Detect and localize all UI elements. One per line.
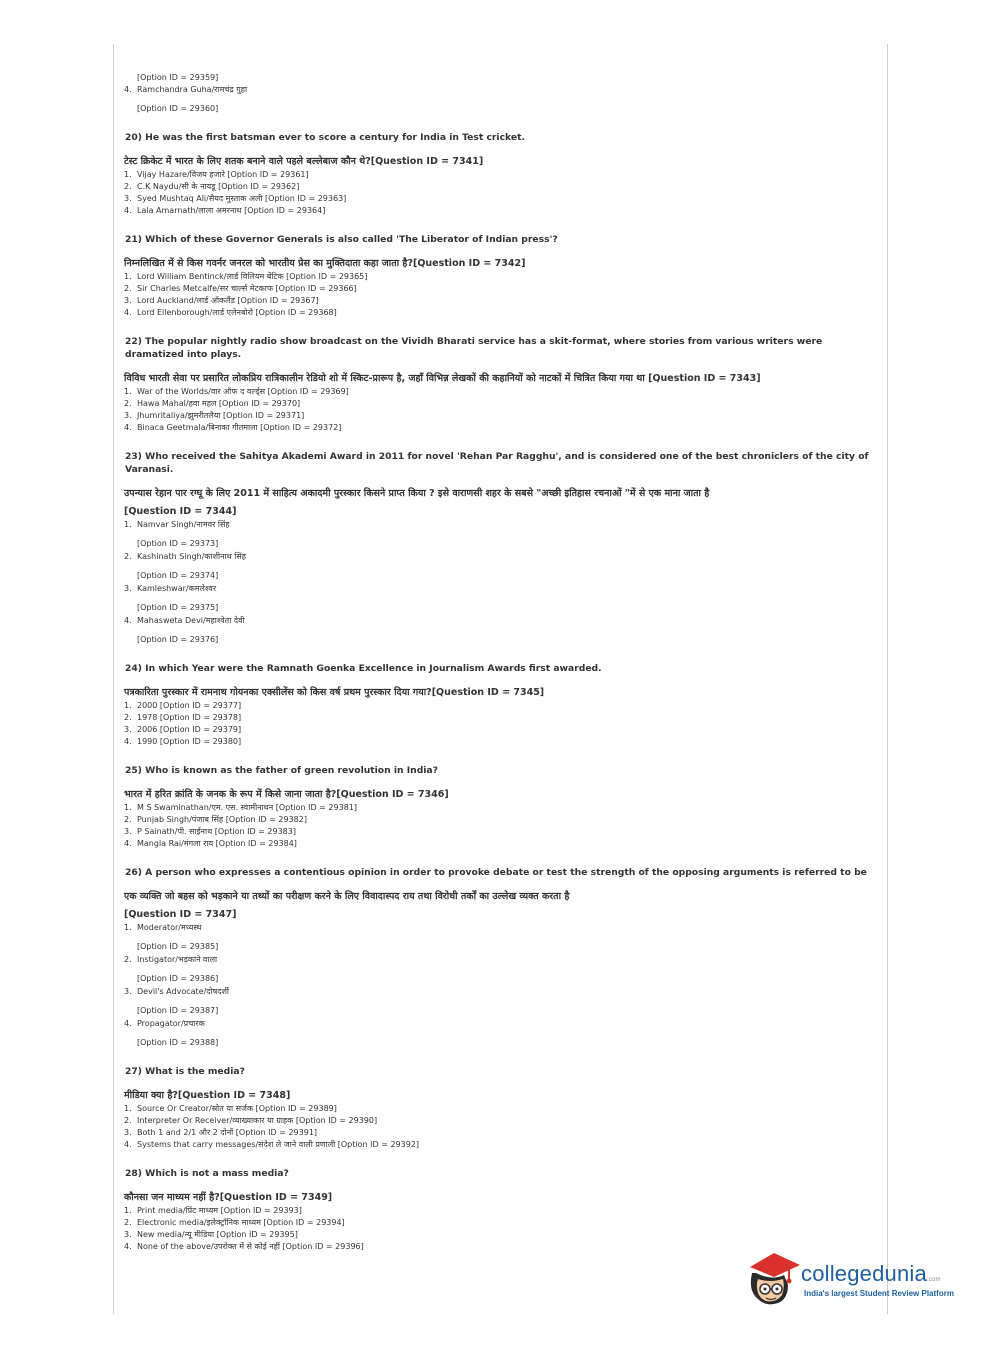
question-block	[124, 764, 884, 850]
option-item	[124, 1103, 884, 1115]
option-number: 3.	[124, 584, 132, 593]
option-text: 2006 [Option ID = 29379]	[137, 725, 242, 734]
option-number: 1.	[124, 803, 132, 812]
option-item	[124, 583, 884, 595]
option-text: P Sainath/पी. साईनाथ [Option ID = 29383]	[137, 827, 296, 836]
option-id: [Option ID = 29388]	[137, 1038, 219, 1047]
option-item	[124, 1229, 884, 1241]
option-item	[124, 398, 884, 410]
option-item	[124, 986, 884, 998]
option-number: 2.	[124, 955, 132, 964]
option-item	[124, 736, 884, 748]
option-item	[124, 814, 884, 826]
option-text: Kamleshwar/कमलेश्वर	[137, 584, 217, 593]
question-text-english: 24) In which Year were the Ramnath Goenka Excellence in Journalism Awards first awarded.	[125, 663, 602, 674]
question-block	[124, 1065, 884, 1151]
option-number: 4.	[124, 839, 132, 848]
document-page	[113, 44, 888, 1314]
question-text-english: 21) Which of these Governor Generals is also called 'The Liberator of Indian press'?	[125, 234, 558, 245]
question-text-english: 23) Who received the Sahitya Akademi Award in 2011 for novel 'Rehan Par Ragghu', and is considered one of the best chroniclers of the city of Varanasi.	[125, 451, 869, 475]
option-number: 1.	[124, 701, 132, 710]
option-number: 2.	[124, 1116, 132, 1125]
option-text: Namvar Singh/नामवर सिंह	[137, 520, 230, 529]
option-text: Jhumritaliya/झुमरीतलैया [Option ID = 29371]	[137, 411, 305, 420]
option-text: Lord William Bentinck/लार्ड विलियम बेंटिक [Option ID = 29365]	[137, 272, 368, 281]
question-text-hindi: पत्रकारिता पुरस्कार में रामनाथ गोयनका एक्सीलेंस को किस वर्ष प्रथम पुरस्कार दिया गया?[Question ID = 7345]	[124, 687, 545, 698]
option-text: Interpreter Or Receiver/व्याख्याकार या ग्राहक [Option ID = 29390]	[137, 1116, 378, 1125]
option-text: Propagator/प्रचारक	[137, 1019, 205, 1028]
option-item	[124, 922, 884, 934]
option-item	[124, 181, 884, 193]
option-item	[124, 551, 884, 563]
option-number: 1.	[124, 1104, 132, 1113]
option-number: 4.	[124, 206, 132, 215]
option-item	[124, 615, 884, 627]
option-text: Ramchandra Guha/रामचंद्र गुहा	[137, 85, 248, 94]
option-number: 1.	[124, 387, 132, 396]
question-block	[124, 233, 884, 319]
question-text-hindi: एक व्यक्ति जो बहस को भड़काने या तथ्यों का परीक्षण करने के लिए विवादास्पद राय तथा विरोधी तर्कों का उल्लेख व्यक्त करता है	[124, 891, 570, 902]
option-item	[124, 205, 884, 217]
question-text-hindi: निम्नलिखित में से किस गवर्नर जनरल को भारतीय प्रेस का मुक्तिदाता कहा जाता है?[Question ID = 7342]	[124, 258, 526, 269]
option-text: Hawa Mahal/हवा महल [Option ID = 29370]	[137, 399, 301, 408]
option-number: 4.	[124, 423, 132, 432]
option-text: Both 1 and 2/1 और 2 दोनों [Option ID = 29391]	[137, 1128, 318, 1137]
option-item	[124, 1217, 884, 1229]
option-item	[124, 1139, 884, 1151]
option-number: 3.	[124, 296, 132, 305]
question-block	[124, 866, 884, 1049]
question-block	[124, 131, 884, 217]
option-item	[124, 700, 884, 712]
option-text: Lord Ellenborough/लार्ड एलेनबोरो [Option ID = 29368]	[137, 308, 337, 317]
option-number: 4.	[124, 616, 132, 625]
option-text: Binaca Geetmala/बिनाका गीतमाला [Option ID = 29372]	[137, 423, 342, 432]
option-item	[124, 1205, 884, 1217]
option-text: Instigator/भड़काने वाला	[137, 955, 218, 964]
option-number: 2.	[124, 182, 132, 191]
option-item	[124, 386, 884, 398]
option-number: 1.	[124, 170, 132, 179]
option-text: Devil's Advocate/दोषदर्शी	[137, 987, 229, 996]
option-item	[124, 271, 884, 283]
option-item	[124, 1127, 884, 1139]
option-number: 4.	[124, 1242, 132, 1251]
question-id: [Question ID = 7344]	[124, 506, 237, 517]
option-text: 1978 [Option ID = 29378]	[137, 713, 242, 722]
question-text-english: 28) Which is not a mass media?	[125, 1168, 289, 1179]
option-text: War of the Worlds/वार ऑफ द वर्ल्ड्स [Option ID = 29369]	[137, 387, 349, 396]
option-text: New media/न्यू मीडिया [Option ID = 29395]	[137, 1230, 298, 1239]
option-item	[124, 838, 884, 850]
mascot-icon	[744, 1249, 804, 1311]
option-number: 3.	[124, 1128, 132, 1137]
question-text-hindi: कौनसा जन माध्यम नहीं है?[Question ID = 7349]	[124, 1192, 333, 1203]
question-text-hindi: मीडिया क्या है?[Question ID = 7348]	[124, 1090, 291, 1101]
option-number: 4.	[124, 1019, 132, 1028]
option-number: 3.	[124, 827, 132, 836]
option-text: Vijay Hazare/विजय हजारे [Option ID = 29361]	[137, 170, 309, 179]
option-item	[124, 193, 884, 205]
option-item	[124, 826, 884, 838]
logo-wordmark: collegedunia.com	[801, 1261, 941, 1286]
option-number: 2.	[124, 284, 132, 293]
option-id: [Option ID = 29386]	[137, 974, 219, 983]
option-item	[124, 1115, 884, 1127]
option-item	[124, 724, 884, 736]
option-number: 3.	[124, 725, 132, 734]
option-item	[124, 169, 884, 181]
question-text-hindi: उपन्यास रेहान पार रग्घू के लिए 2011 में साहित्य अकादमी पुरस्कार किसने प्राप्त किया ? इसे वाराणसी शहर के सबसे "अच्छी इतिहास रचनाओं "में से एक माना जाता है	[124, 488, 710, 499]
questions-container	[124, 131, 884, 1253]
option-text: Source Or Creator/स्रोत या सर्जक [Option ID = 29389]	[137, 1104, 337, 1113]
option-text: Sir Charles Metcalfe/सर चार्ल्स मेटकाफ [Option ID = 29366]	[137, 284, 357, 293]
question-block	[124, 450, 884, 646]
option-number: 4.	[124, 737, 132, 746]
option-text: Systems that carry messages/संदेश ले जाने वाली प्रणाली [Option ID = 29392]	[137, 1140, 420, 1149]
option-item	[124, 84, 884, 96]
option-number: 2.	[124, 552, 132, 561]
option-item	[124, 283, 884, 295]
option-number: 3.	[124, 1230, 132, 1239]
option-item	[124, 802, 884, 814]
option-number: 3.	[124, 987, 132, 996]
option-id: [Option ID = 29360]	[137, 104, 219, 113]
option-text: Electronic media/इलेक्ट्रॉनिक माध्यम [Option ID = 29394]	[137, 1218, 345, 1227]
option-text: Moderator/मध्यस्थ	[137, 923, 202, 932]
question-text-hindi: टेस्ट क्रिकेट में भारत के लिए शतक बनाने वाले पहले बल्लेबाज कौन थे?[Question ID = 7341]	[124, 156, 484, 167]
option-number: 2.	[124, 399, 132, 408]
option-id: [Option ID = 29374]	[137, 571, 219, 580]
option-item	[124, 954, 884, 966]
option-item	[124, 519, 884, 531]
option-number: 2.	[124, 815, 132, 824]
option-item	[124, 295, 884, 307]
option-id: [Option ID = 29387]	[137, 1006, 219, 1015]
option-number: 1.	[124, 520, 132, 529]
question-block	[124, 1167, 884, 1253]
question-id: [Question ID = 7347]	[124, 909, 237, 920]
option-text: None of the above/उपरोक्त में से कोई नहीं [Option ID = 29396]	[137, 1242, 364, 1251]
option-number: 3.	[124, 411, 132, 420]
option-number: 2.	[124, 1218, 132, 1227]
option-id: [Option ID = 29375]	[137, 603, 219, 612]
option-item	[124, 307, 884, 319]
option-text: Syed Mushtaq Ali/सैयद मुस्ताक अली [Option ID = 29363]	[137, 194, 347, 203]
option-text: C.K Naydu/सी के नायडू [Option ID = 29362]	[137, 182, 300, 191]
option-text: Print media/प्रिंट माध्यम [Option ID = 29393]	[137, 1206, 302, 1215]
logo-tagline: India's largest Student Review Platform	[804, 1289, 954, 1298]
option-number: 4.	[124, 85, 132, 94]
option-item	[124, 712, 884, 724]
question-text-english: 25) Who is known as the father of green revolution in India?	[125, 765, 438, 776]
question-text-hindi: विविध भारती सेवा पर प्रसारित लोकप्रिय रात्रिकालीन रेडियो शो में स्किट-प्रारूप है, जहाँ विभिन्न लेखकों की कहानियों को नाटकों में चित्रित किया गया था [Question ID = 7343]	[124, 373, 761, 384]
question-text-english: 26) A person who expresses a contentious opinion in order to provoke debate or test the strength of the opposing arguments is referred to be	[125, 867, 867, 878]
question-text-english: 22) The popular nightly radio show broadcast on the Vividh Bharati service has a skit-format, where stories from various writers were dramatized into plays.	[125, 336, 823, 360]
option-text: Mahasweta Devi/महाश्वेता देवी	[137, 616, 245, 625]
option-text: Punjab Singh/पंजाब सिंह [Option ID = 29382]	[137, 815, 307, 824]
option-number: 3.	[124, 194, 132, 203]
question-block	[124, 662, 884, 748]
option-number: 2.	[124, 713, 132, 722]
option-number: 1.	[124, 1206, 132, 1215]
question-text-hindi: भारत में हरित क्रांति के जनक के रूप में किसे जाना जाता है?[Question ID = 7346]	[124, 789, 449, 800]
option-number: 1.	[124, 923, 132, 932]
question-block	[124, 335, 884, 434]
option-id: [Option ID = 29359]	[137, 73, 219, 82]
option-item	[124, 410, 884, 422]
option-number: 1.	[124, 272, 132, 281]
option-item	[124, 1018, 884, 1030]
option-id: [Option ID = 29376]	[137, 635, 219, 644]
option-text: Lord Auckland/लार्ड ऑकलैंड [Option ID = 29367]	[137, 296, 319, 305]
option-text: Mangla Rai/मंगला राय [Option ID = 29384]	[137, 839, 297, 848]
option-text: Kashinath Singh/काशीनाथ सिंह	[137, 552, 247, 561]
question-list	[124, 72, 884, 1253]
option-text: M S Swaminathan/एम. एस. स्वामीनाथन [Option ID = 29381]	[137, 803, 358, 812]
question-text-english: 20) He was the first batsman ever to score a century for India in Test cricket.	[125, 132, 525, 143]
option-number: 4.	[124, 1140, 132, 1149]
option-number: 4.	[124, 308, 132, 317]
option-text: 2000 [Option ID = 29377]	[137, 701, 242, 710]
option-text: Lala Amarnath/लाला अमरनाथ [Option ID = 29364]	[137, 206, 326, 215]
option-text: 1990 [Option ID = 29380]	[137, 737, 242, 746]
collegedunia-logo	[744, 1249, 974, 1315]
option-item	[124, 422, 884, 434]
question-text-english: 27) What is the media?	[125, 1066, 245, 1077]
option-id: [Option ID = 29385]	[137, 942, 219, 951]
option-id: [Option ID = 29373]	[137, 539, 219, 548]
